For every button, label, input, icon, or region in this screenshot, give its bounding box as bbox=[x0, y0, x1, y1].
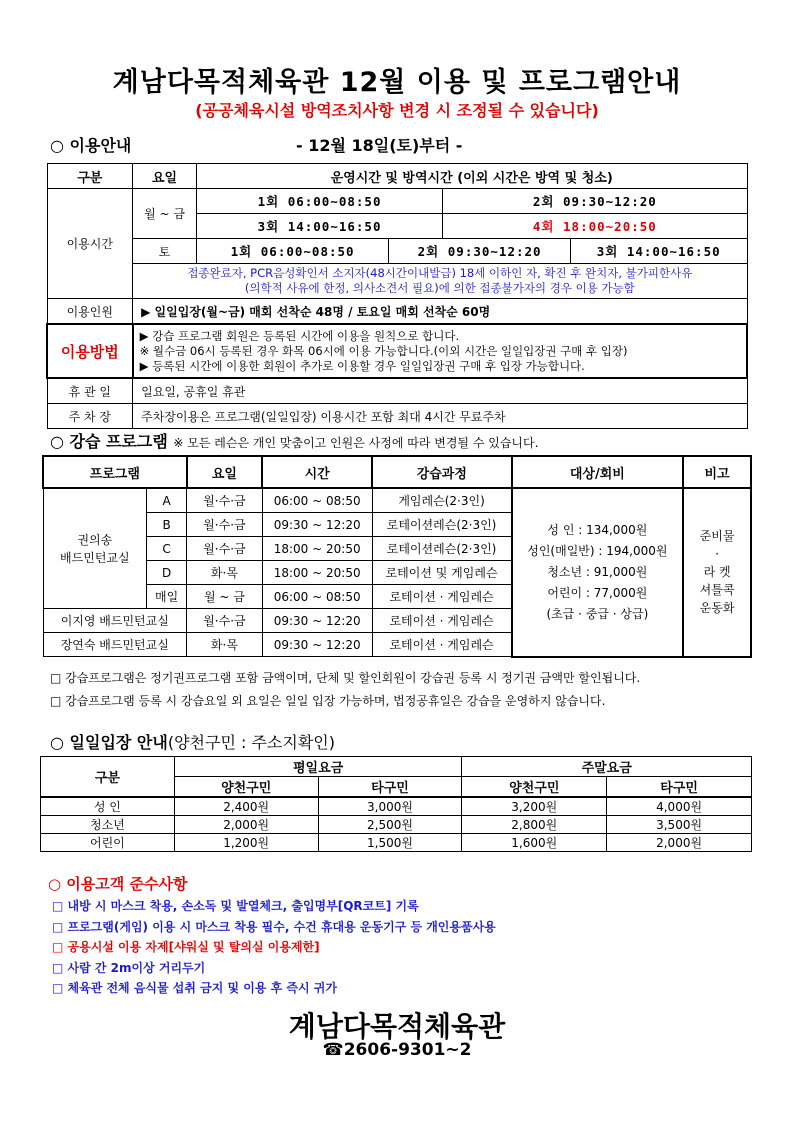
class-days: 월·수·금 bbox=[187, 513, 263, 537]
vaccination-notice bbox=[133, 264, 747, 299]
class-time: 18:00 ~ 20:50 bbox=[262, 537, 372, 561]
fee-value: 2,000원 bbox=[607, 834, 752, 852]
method-value bbox=[133, 324, 747, 378]
weekday-slot-1: 1회 06:00~08:50 bbox=[196, 189, 442, 214]
closed-value: 일요일, 공휴일 휴관 bbox=[133, 378, 747, 404]
col-header-day: 요일 bbox=[133, 164, 197, 189]
vaccination-notice-line2: (의학적 사유에 한정, 의사소견서 필요)에 의한 접종불가자의 경우 이용 가능함 bbox=[244, 281, 635, 295]
fee-value: 1,200원 bbox=[174, 834, 318, 852]
class-days: 화·목 bbox=[187, 561, 263, 585]
class-days: 월 ~ 금 bbox=[187, 585, 263, 609]
fee-value: 1,500원 bbox=[318, 834, 462, 852]
lessons-footnote-1: □ 강습프로그램은 정기권프로그램 포함 금액이며, 단체 및 할인회원이 강습권 등록 시 정기권 금액만 할인됩니다. bbox=[50, 671, 641, 685]
parking-label: 주 차 장 bbox=[47, 404, 133, 429]
class-time: 09:30 ~ 12:20 bbox=[262, 609, 372, 633]
fee-value: 2,800원 bbox=[462, 816, 607, 834]
fee-value: 2,400원 bbox=[174, 797, 318, 816]
program-name: 장연숙 배드민턴교실 bbox=[43, 633, 187, 657]
class-code: A bbox=[147, 488, 187, 513]
rule-item-5: □ 체육관 전체 음식물 섭취 금지 및 이용 후 즉시 귀가 bbox=[52, 981, 337, 995]
weekday-slot-2: 2회 09:30~12:20 bbox=[443, 189, 747, 214]
row-label: 어린이 bbox=[41, 834, 175, 852]
col-header-days: 요일 bbox=[187, 456, 263, 488]
fee-value: 3,500원 bbox=[607, 816, 752, 834]
saturday-slot-2: 2회 09:30~12:20 bbox=[389, 239, 571, 264]
lessons-heading-row bbox=[50, 429, 538, 452]
sub-header-nonresident: 타구민 bbox=[607, 777, 752, 798]
page-subtitle: (공공체육시설 방역조치사항 변경 시 조정될 수 있습니다) bbox=[195, 101, 599, 120]
remark-cell: 준비물 · 라 켓 셔틀콕 운동화 bbox=[683, 488, 751, 657]
daily-heading: ○ 일일입장 안내 bbox=[50, 733, 168, 752]
class-course: 게임레슨(2·3인) bbox=[372, 488, 512, 513]
sub-header-resident: 양천구민 bbox=[462, 777, 607, 798]
footer-phone: ☎2606-9301~2 bbox=[322, 1040, 472, 1060]
program-name-kwon: 권의송 배드민턴교실 bbox=[43, 488, 147, 609]
daily-heading-note: (양천구민 : 주소지확인) bbox=[167, 733, 335, 752]
rule-item-2: □ 프로그램(게임) 이용 시 마스크 착용 필수, 수건 휴대용 운동기구 등 개인용품사용 bbox=[52, 920, 496, 934]
parking-value: 주차장이용은 프로그램(일일입장) 이용시간 포함 최대 4시간 무료주차 bbox=[133, 404, 747, 429]
class-days: 월·수·금 bbox=[187, 609, 263, 633]
fee-value: 2,500원 bbox=[318, 816, 462, 834]
class-course: 로테이션레슨(2·3인) bbox=[372, 513, 512, 537]
sub-header-nonresident: 타구민 bbox=[318, 777, 462, 798]
rules-heading: ○ 이용고객 준수사항 bbox=[48, 875, 188, 893]
table-row bbox=[41, 797, 752, 816]
row-label: 성 인 bbox=[41, 797, 175, 816]
table-row bbox=[41, 834, 752, 852]
capacity-value: ▶ 일일입장(월~금) 매회 선착순 48명 / 토요일 매회 선착순 60명 bbox=[133, 299, 747, 325]
fee-cell: 성 인 : 134,000원 성인(매일반) : 194,000원 청소년 : 91,000원 어린이 : 77,000원 (초급 · 중급 · 상급) bbox=[512, 488, 684, 657]
footer-facility-name: 계남다목적체육관 bbox=[288, 1010, 506, 1043]
closed-label: 휴 관 일 bbox=[47, 378, 133, 404]
fee-value: 1,600원 bbox=[462, 834, 607, 852]
class-course: 로테이션레슨(2·3인) bbox=[372, 537, 512, 561]
page-title: 계남다목적체육관 12월 이용 및 프로그램안내 bbox=[112, 67, 682, 98]
method-line-2: ※ 월수금 06시 등록된 경우 화목 06시에 이용 가능합니다.(이외 시간은 일일입장권 구매 후 입장) bbox=[139, 343, 628, 358]
method-line-1: ▶ 강습 프로그램 회원은 등록된 시간에 이용을 원칙으로 합니다. bbox=[139, 328, 460, 343]
saturday-slot-1: 1회 06:00~08:50 bbox=[196, 239, 388, 264]
vaccination-notice-line1: 접종완료자, PCR음성확인서 소지자(48시간이내발급) 18세 이하인 자, 확진 후 완치자, 불가피한사유 bbox=[187, 266, 693, 280]
hours-label: 이용시간 bbox=[47, 189, 133, 299]
lessons-heading: ○ 강습 프로그램 bbox=[50, 432, 168, 451]
program-name: 이지영 배드민턴교실 bbox=[43, 609, 187, 633]
col-header-hours: 운영시간 및 방역시간 (이외 시간은 방역 및 청소) bbox=[196, 164, 747, 189]
class-course: 로테이션 및 게임레슨 bbox=[372, 561, 512, 585]
class-time: 09:30 ~ 12:20 bbox=[262, 513, 372, 537]
class-code: D bbox=[147, 561, 187, 585]
rule-item-1: □ 내방 시 마스크 착용, 손소독 및 발열체크, 출입명부[QR코트] 기록 bbox=[52, 899, 419, 913]
row-label: 청소년 bbox=[41, 816, 175, 834]
col-header-course: 강습과정 bbox=[372, 456, 512, 488]
fee-value: 4,000원 bbox=[607, 797, 752, 816]
class-course: 로테이션 · 게임레슨 bbox=[372, 609, 512, 633]
col-header-time: 시간 bbox=[262, 456, 372, 488]
saturday-slot-3: 3회 14:00~16:50 bbox=[570, 239, 747, 264]
col-header-fee: 대상/회비 bbox=[512, 456, 684, 488]
class-time: 09:30 ~ 12:20 bbox=[262, 633, 372, 657]
rule-item-3: □ 공용시설 이용 자제[샤워실 및 탈의실 이용제한] bbox=[52, 940, 320, 954]
saturday-label: 토 bbox=[133, 239, 197, 264]
daily-fee-table bbox=[40, 756, 752, 852]
class-days: 화·목 bbox=[187, 633, 263, 657]
lessons-footnote-2: □ 강습프로그램 등록 시 강습요일 외 요일은 일일 입장 가능하며, 법정공휴일은 강습을 운영하지 않습니다. bbox=[50, 694, 606, 708]
weekday-slot-3: 3회 14:00~16:50 bbox=[196, 214, 442, 239]
class-time: 06:00 ~ 08:50 bbox=[262, 585, 372, 609]
col-header-program: 프로그램 bbox=[43, 456, 187, 488]
fee-value: 3,000원 bbox=[318, 797, 462, 816]
method-label: 이용방법 bbox=[47, 324, 133, 378]
capacity-label: 이용인원 bbox=[47, 299, 133, 325]
daily-heading-row bbox=[50, 730, 335, 753]
weekday-slot-4: 4회 18:00~20:50 bbox=[443, 214, 747, 239]
weekday-fee-header: 평일요금 bbox=[174, 757, 462, 777]
class-days: 월·수·금 bbox=[187, 488, 263, 513]
class-code: 매일 bbox=[147, 585, 187, 609]
col-header-category: 구분 bbox=[47, 164, 133, 189]
daily-col-category: 구분 bbox=[41, 757, 175, 798]
class-time: 18:00 ~ 20:50 bbox=[262, 561, 372, 585]
class-course: 로테이션 · 게임레슨 bbox=[372, 585, 512, 609]
weekend-fee-header: 주말요금 bbox=[462, 757, 752, 777]
class-days: 월·수·금 bbox=[187, 537, 263, 561]
table-row bbox=[43, 488, 751, 513]
lessons-table bbox=[42, 455, 752, 658]
class-code: B bbox=[147, 513, 187, 537]
table-row bbox=[41, 816, 752, 834]
usage-start-date: - 12월 18일(토)부터 - bbox=[296, 136, 463, 155]
method-line-3: ▶ 등록된 시간에 이용한 회원이 추가로 이용할 경우 일일입장권 구매 후 입장 가능합니다. bbox=[139, 358, 585, 373]
weekday-label: 월 ~ 금 bbox=[133, 189, 197, 239]
fee-value: 3,200원 bbox=[462, 797, 607, 816]
fee-value: 2,000원 bbox=[174, 816, 318, 834]
rule-item-4: □ 사람 간 2m이상 거리두기 bbox=[52, 961, 206, 975]
usage-heading: ○ 이용안내 bbox=[50, 136, 132, 155]
sub-header-resident: 양천구민 bbox=[174, 777, 318, 798]
class-time: 06:00 ~ 08:50 bbox=[262, 488, 372, 513]
class-course: 로테이션 · 게임레슨 bbox=[372, 633, 512, 657]
class-code: C bbox=[147, 537, 187, 561]
usage-table bbox=[46, 163, 748, 429]
lessons-note: ※ 모든 레슨은 개인 맞춤이고 인원은 사정에 따라 변경될 수 있습니다. bbox=[173, 436, 539, 450]
col-header-remark: 비고 bbox=[683, 456, 751, 488]
